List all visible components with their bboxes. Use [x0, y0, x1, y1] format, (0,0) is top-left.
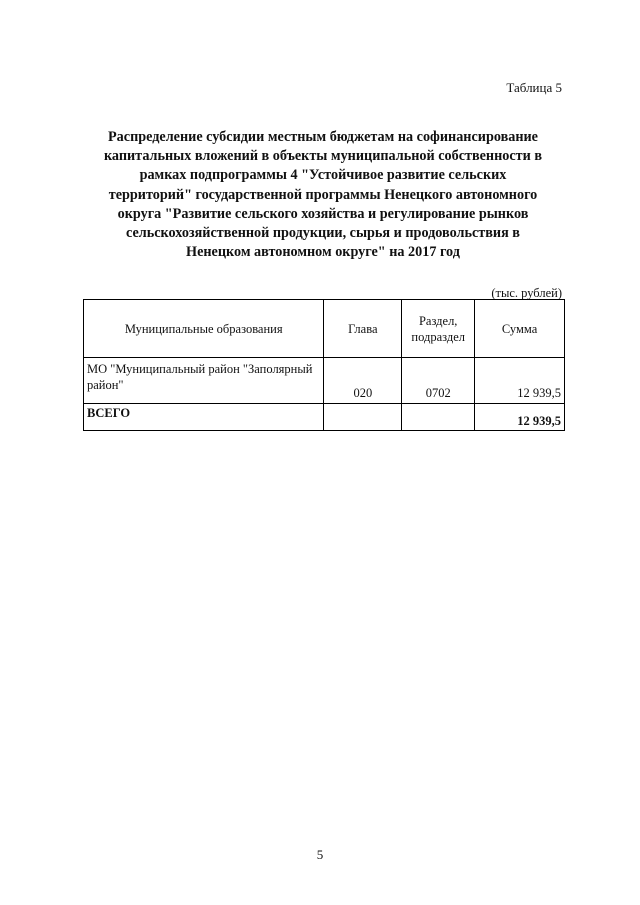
total-row [84, 404, 565, 431]
cell-section: 0702 [402, 358, 475, 404]
title-line: территорий" государственной программы Ненецкого автономного [108, 186, 538, 203]
header-section-line2: подраздел [411, 329, 465, 344]
total-section [402, 404, 475, 431]
table-header-row [84, 300, 565, 358]
total-chapter [324, 404, 402, 431]
title-line: капитальных вложений в объекты муниципальной собственности в [103, 148, 543, 165]
cell-chapter: 020 [324, 358, 402, 404]
header-municipality: Муниципальные образования [84, 300, 324, 358]
title-line: Ненецком автономном округе" на 2017 год [186, 244, 460, 261]
document-title [80, 128, 566, 262]
total-sum: 12 939,5 [475, 404, 565, 431]
page-number: 5 [316, 847, 324, 862]
header-section [402, 300, 475, 358]
header-sum: Сумма [475, 300, 565, 358]
table-row [84, 358, 565, 404]
cell-sum: 12 939,5 [475, 358, 565, 404]
units-label: (тыс. рублей) [491, 286, 562, 300]
subsidy-table [83, 299, 565, 431]
title-line: Распределение субсидии местным бюджетам на софинансирование [108, 129, 538, 145]
table-number: Таблица 5 [506, 80, 562, 95]
total-label: ВСЕГО [84, 404, 324, 431]
title-line: рамках подпрограммы 4 "Устойчивое развитие сельских [139, 167, 507, 184]
title-line: сельскохозяйственной продукции, сырья и продовольствия в [126, 225, 520, 242]
header-section-line1: Раздел, [418, 313, 458, 328]
cell-municipality: МО "Муниципальный район "Заполярный район" [84, 358, 324, 404]
title-line: округа "Развитие сельского хозяйства и регулирование рынков [117, 205, 529, 222]
header-chapter: Глава [324, 300, 402, 358]
